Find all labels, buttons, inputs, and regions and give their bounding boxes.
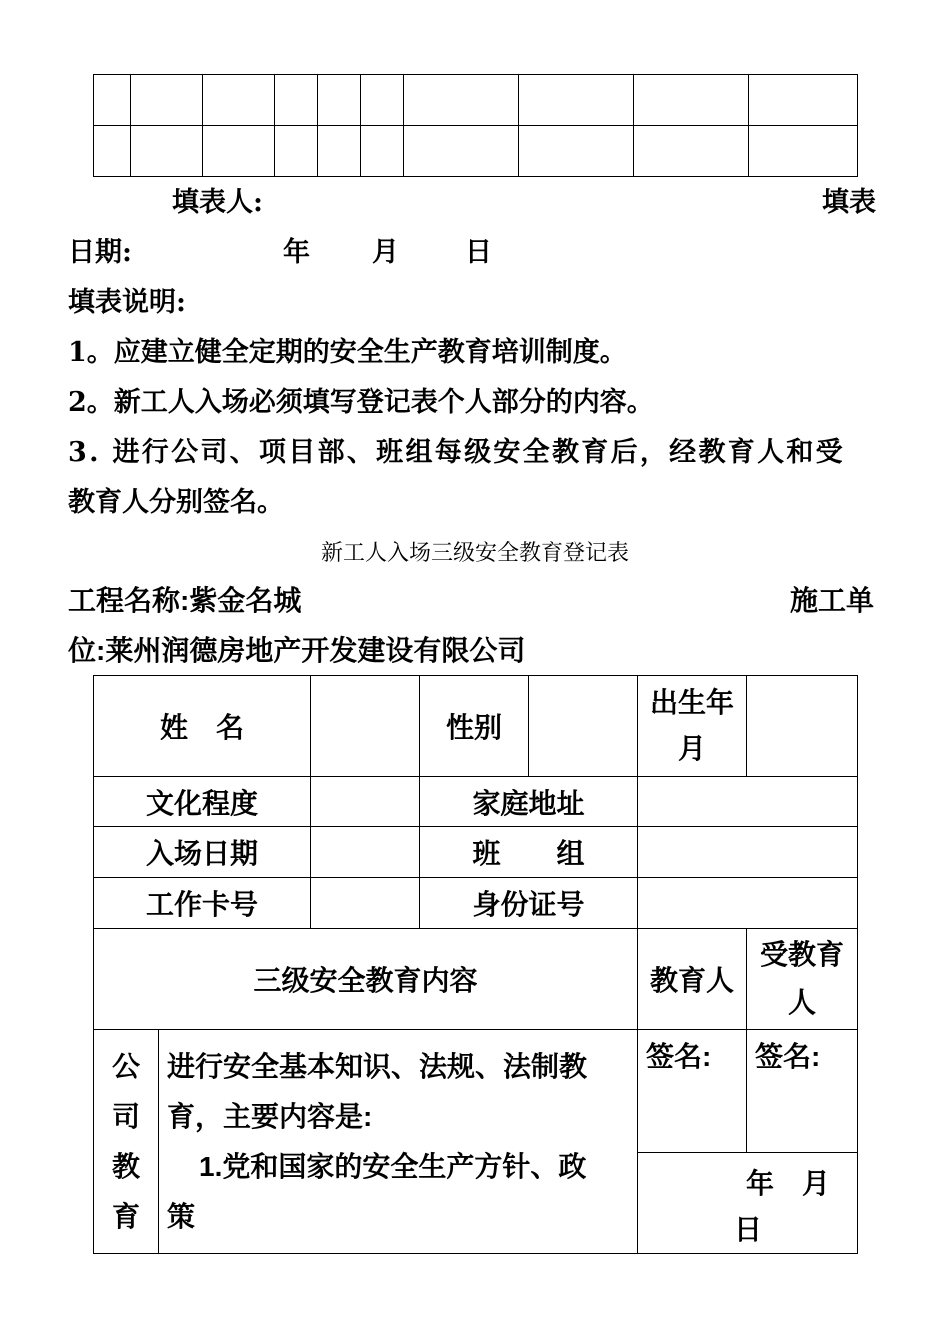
educator-header: 教育人 (638, 929, 747, 1030)
table-row (94, 878, 858, 929)
instruction-item: 教育人分别签名。 (68, 487, 284, 518)
fill-date-day: 日 (465, 237, 492, 268)
company-education-date-line1: 年 月 (746, 1168, 831, 1199)
company-education-char: 公 (111, 1051, 140, 1082)
table-row (94, 126, 858, 177)
educatee-header-line1: 受教育 (760, 939, 845, 970)
table-row (94, 1030, 858, 1153)
fill-date-label-part2: 日期: (68, 237, 132, 268)
company-education-content (159, 1030, 638, 1254)
instruction-item: 2。新工人入场必须填写登记表个人部分的内容。 (68, 387, 654, 418)
form-title: 新工人入场三级安全教育登记表 (320, 540, 629, 565)
company-education-content-line: 育，主要内容是: (167, 1101, 373, 1132)
birth-label-line2: 月 (678, 733, 707, 764)
gender-label: 性别 (420, 676, 529, 777)
table-row (94, 777, 858, 827)
birth-label (638, 676, 747, 777)
company-education-content-line: 策 (167, 1201, 196, 1232)
instruction-item: 3. 进行公司、项目部、班组每级安全教育后，经教育人和受 (68, 437, 845, 468)
company-education-date[interactable] (638, 1153, 858, 1254)
team-value[interactable] (638, 827, 858, 878)
table-row (94, 676, 858, 777)
entry-date-value[interactable] (311, 827, 420, 878)
table-row (94, 827, 858, 878)
instructions-title: 填表说明: (68, 287, 186, 318)
construction-unit-label-part1: 施工单 (790, 585, 875, 616)
name-value[interactable] (311, 676, 420, 777)
company-education-date-line2: 日 (734, 1214, 763, 1245)
educator-signature[interactable]: 签名: (638, 1030, 747, 1153)
educatee-header (747, 929, 858, 1030)
top-partial-table (93, 74, 858, 177)
education-level-label: 文化程度 (94, 777, 311, 827)
birth-value[interactable] (747, 676, 858, 777)
company-education-char: 教 (111, 1151, 140, 1182)
birth-label-line1: 出生年 (650, 687, 735, 718)
fill-date-year: 年 (283, 237, 310, 268)
company-education-char: 司 (111, 1101, 140, 1132)
home-address-value[interactable] (638, 777, 858, 827)
team-label: 班 组 (420, 827, 638, 878)
fill-date-month: 月 (372, 237, 399, 268)
company-education-content-line: 1.党和国家的安全生产方针、政 (199, 1151, 587, 1182)
table-row (94, 75, 858, 126)
education-level-value[interactable] (311, 777, 420, 827)
educatee-header-line2: 人 (788, 987, 817, 1018)
id-number-label: 身份证号 (420, 878, 638, 929)
gender-value[interactable] (529, 676, 638, 777)
construction-unit-label-part2: 位:莱州润德房地产开发建设有限公司 (68, 635, 526, 666)
company-education-content-line: 进行安全基本知识、法规、法制教 (167, 1051, 588, 1082)
registration-form-table (93, 675, 858, 1254)
education-content-header: 三级安全教育内容 (94, 929, 638, 1030)
company-education-label (94, 1030, 159, 1254)
id-number-value[interactable] (638, 878, 858, 929)
table-row (94, 929, 858, 1030)
work-card-value[interactable] (311, 878, 420, 929)
fill-date-label-part1: 填表 (822, 187, 876, 218)
home-address-label: 家庭地址 (420, 777, 638, 827)
instruction-item: 1。应建立健全定期的安全生产教育培训制度。 (68, 337, 627, 368)
filler-label: 填表人: (172, 187, 263, 218)
name-label: 姓 名 (94, 676, 311, 777)
project-name-label: 工程名称:紫金名城 (68, 585, 302, 616)
educatee-signature[interactable]: 签名: (747, 1030, 858, 1153)
company-education-char: 育 (111, 1201, 140, 1232)
entry-date-label: 入场日期 (94, 827, 311, 878)
work-card-label: 工作卡号 (94, 878, 311, 929)
